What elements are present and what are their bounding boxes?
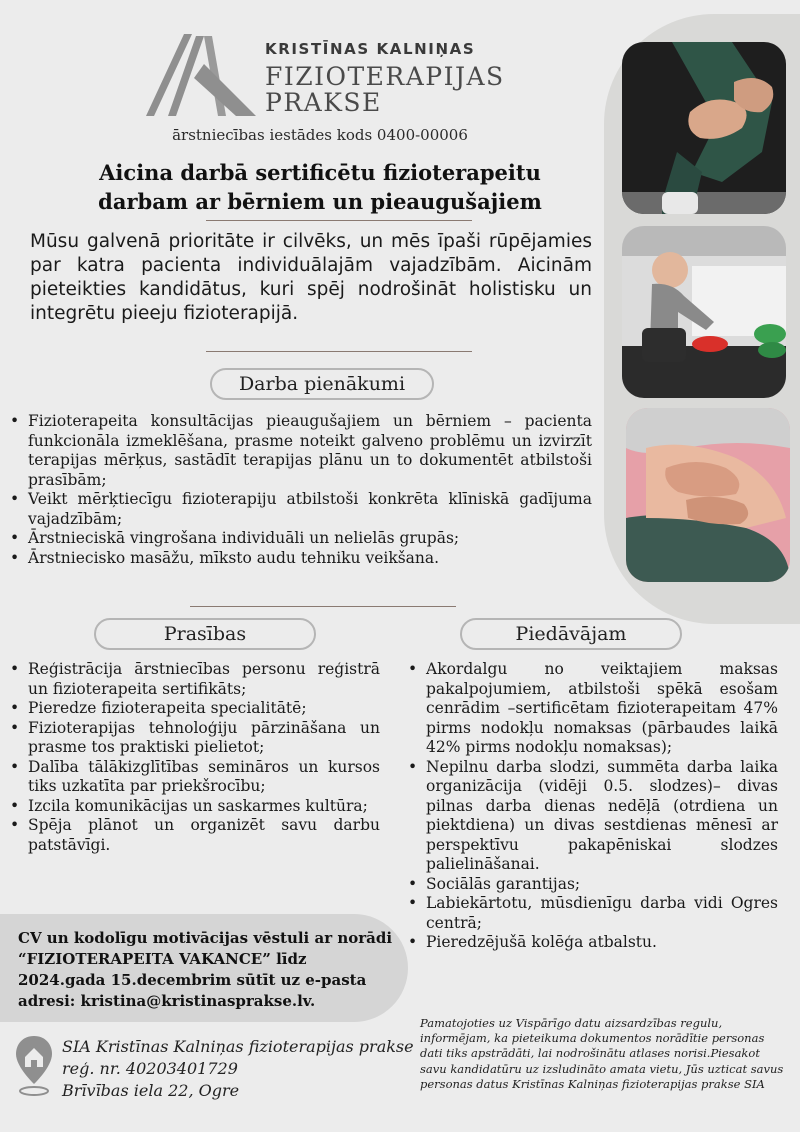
company-address: Brīvības iela 22, Ogre xyxy=(62,1081,240,1100)
cv-line4[interactable]: adresi: kristina@kristinasprakse.lv. xyxy=(18,992,316,1010)
photo-child-balance xyxy=(622,226,786,398)
duties-list xyxy=(8,412,592,568)
list-item: • Dalība tālākizglītības semināros un kursos tiks uzkatīta par priekšrocību; xyxy=(8,758,380,797)
institution-code: ārstniecības iestādes kods 0400-00006 xyxy=(172,126,468,144)
list-item: • Izcila komunikācijas un saskarmes kultūra; xyxy=(8,797,380,817)
page-title xyxy=(0,158,640,216)
divider-duties xyxy=(190,606,456,607)
company-reg: reģ. nr. 40203401729 xyxy=(62,1059,238,1078)
list-item: • Ārstniecisko masāžu, mīksto audu tehniku veikšana. xyxy=(8,549,592,569)
cv-instructions xyxy=(18,928,398,1012)
list-item: • Veikt mērķtiecīgu fizioterapiju atbilstoši konkrēta klīniskā gadījuma vajadzībām; xyxy=(8,490,592,529)
photo-abdominal-massage xyxy=(626,408,790,582)
requirements-heading: Prasības xyxy=(94,618,316,650)
list-item: • Nepilnu darba slodzi, summēta darba laika organizācija (vidēji 0.5. slodzes)– divas pilnas darba dienas nedēļā (otrdiena un piektdiena) un divas sestdienas mēnesī ar perspektīvu pakapēniskai slodzes palielināšanai. xyxy=(406,758,778,875)
requirements-list xyxy=(8,660,380,855)
photo-knee-therapy xyxy=(622,42,786,214)
list-item: • Labiekārtotu, mūsdienīgu darba vidi Ogres centrā; xyxy=(406,894,778,933)
offer-heading: Piedāvājam xyxy=(460,618,682,650)
list-item: • Sociālās garantijas; xyxy=(406,875,778,895)
list-item: • Pieredze fizioterapeita specialitātē; xyxy=(8,699,380,719)
brand-name-title xyxy=(265,64,505,116)
list-item: • Pieredzējušā kolēģa atbalstu. xyxy=(406,933,778,953)
company-info xyxy=(62,1036,414,1102)
duties-heading: Darba pienākumi xyxy=(210,368,434,400)
brand-name-line1: KRISTĪNAS KALNIŅAS xyxy=(265,40,476,58)
divider-intro xyxy=(206,351,472,352)
cv-line2: “FIZIOTERAPEITA VAKANCE” līdz xyxy=(18,950,307,968)
list-item: • Spēja plānot un organizēt savu darbu patstāvīgi. xyxy=(8,816,380,855)
list-item: • Reģistrācija ārstniecības personu reģistrā un fizioterapeita sertifikāts; xyxy=(8,660,380,699)
list-item: • Fizioterapeita konsultācijas pieaugušajiem un bērniem – pacienta funkcionāla izmeklēšana, prasme noteikt galveno problēmu un izvirzīt terapijas mērķus, sastādīt terapijas plānu un to dokumentēt atbilstoši prasībām; xyxy=(8,412,592,490)
list-item: • Fizioterapijas tehnoloģiju pārzināšana un prasme tos praktiski pielietot; xyxy=(8,719,380,758)
kk-logo-icon xyxy=(146,34,256,116)
location-pin-icon xyxy=(14,1034,54,1096)
brand-name-line2: FIZIOTERAPIJAS xyxy=(265,62,505,91)
list-item: • Akordalgu no veiktajiem maksas pakalpojumiem, atbilstoši spēkā esošam cenrādim –sertificētam fizioterapeitam 47% pirms nodokļu nomaksas (pārbaudes laikā 42% pirms nodokļu nomaksas); xyxy=(406,660,778,758)
headline-line2: darbam ar bērniem un pieaugušajiem xyxy=(98,189,542,214)
company-name: SIA Kristīnas Kalniņas fizioterapijas prakse xyxy=(62,1037,414,1056)
brand-name-line3: PRAKSE xyxy=(265,88,382,117)
gdpr-notice: Pamatojoties uz Vispārīgo datu aizsardzības regulu, informējam, ka pieteikuma dokumentos norādītie personas dati tiks apstrādāti, lai nodrošinātu atlases norisi.Piesakot savu kandidatūru uz izsludināto amata vietu, Jūs uzticat savus personas datus Kristīnas Kalniņas fizioterapijas prakse SIA xyxy=(420,1016,784,1091)
list-item: • Ārstnieciskā vingrošana individuāli un nelielās grupās; xyxy=(8,529,592,549)
divider-top xyxy=(206,220,472,221)
offer-list xyxy=(406,660,778,953)
headline-line1: Aicina darbā sertificētu fizioterapeitu xyxy=(99,160,541,185)
intro-paragraph: Mūsu galvenā prioritāte ir cilvēks, un mēs īpaši rūpējamies par katra pacienta individuālajām vajadzībām. Aicinām pieteikties kandidātus, kuri spēj nodrošināt holistisku un integrētu pieeju fizioterapijā. xyxy=(30,231,592,324)
cv-line1: CV un kodolīgu motivācijas vēstuli ar norādi xyxy=(18,929,393,947)
cv-line3: 2024.gada 15.decembrim sūtīt uz e-pasta xyxy=(18,971,367,989)
